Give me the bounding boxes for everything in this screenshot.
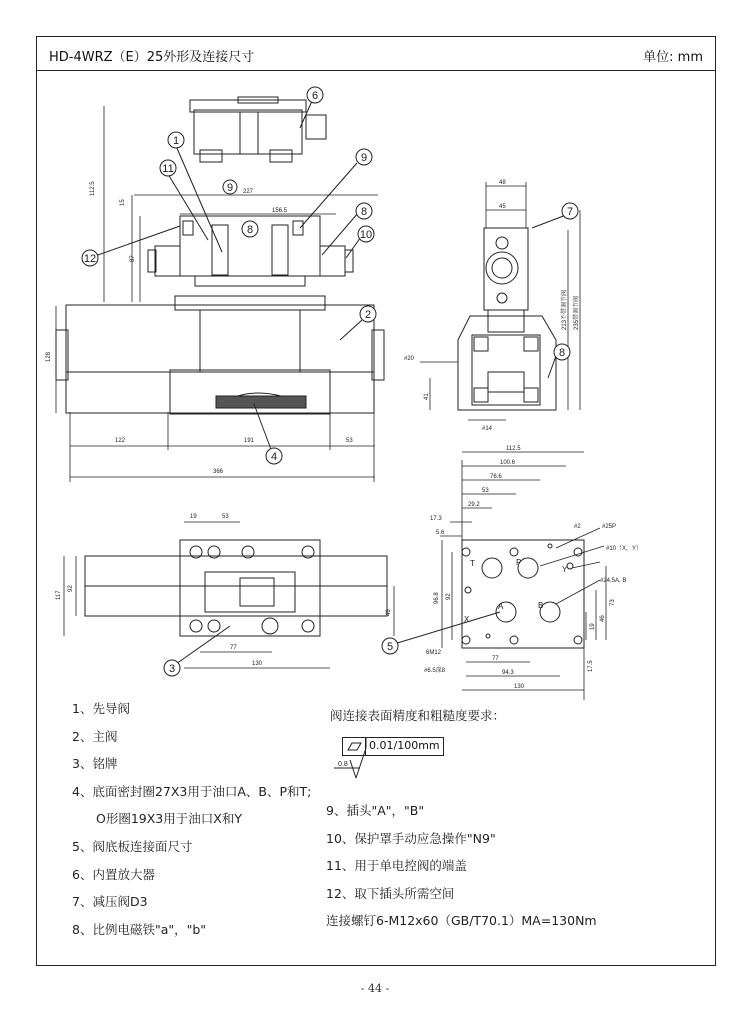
unit-label: 单位: mm — [643, 50, 703, 65]
side-dim-20: #20 — [404, 356, 415, 362]
mf-dim-24-5ab: #24.5A, B — [600, 578, 627, 584]
note-3: 3、铭牌 — [72, 756, 118, 772]
dim-366: 366 — [213, 469, 224, 475]
balloon-9a: 9 — [226, 182, 234, 194]
port-a: A — [498, 602, 504, 611]
dim-191: 191 — [244, 438, 255, 444]
mf-dim-96-8: 96.8 — [434, 592, 440, 604]
front-view — [46, 87, 384, 482]
balloon-11: 11 — [162, 163, 174, 175]
page-number: - 44 - — [360, 982, 390, 995]
surface-requirement-title: 阀连接表面精度和粗糙度要求： — [330, 708, 506, 723]
plan-dim-77: 77 — [230, 645, 237, 651]
mf-dim-17-3: 17.3 — [430, 516, 442, 522]
side-dim-235: 235带调节阀 — [574, 295, 580, 330]
mf-dim-112-5: 112.5 — [506, 446, 521, 452]
side-dim-213: 213不带调节阀 — [562, 289, 568, 330]
port-p: P — [516, 558, 522, 567]
port-x: X — [464, 615, 470, 624]
side-view — [404, 180, 580, 432]
roughness-value: 0.8 — [338, 761, 348, 768]
side-dim-41: 41 — [424, 393, 430, 400]
side-dim-48: 48 — [499, 180, 506, 186]
balloon-2: 2 — [364, 309, 372, 321]
balloon-8c: 8 — [558, 347, 566, 359]
balloon-12: 12 — [83, 253, 97, 265]
mf-dim-25p: #25P — [602, 524, 617, 530]
notes-right — [326, 797, 597, 935]
dim-112-5: 112.5 — [90, 181, 96, 196]
mf-dim-73: 73 — [610, 599, 616, 606]
mf-dim-2: #2 — [574, 524, 581, 530]
balloon-4: 4 — [270, 451, 278, 463]
flatness-icon — [343, 738, 366, 755]
balloon-7: 7 — [566, 206, 574, 218]
mf-dim-76-6: 76.6 — [490, 474, 502, 480]
mf-dim-17-5: 17.5 — [588, 660, 594, 672]
dim-122: 122 — [115, 438, 126, 444]
dim-53: 53 — [346, 438, 353, 444]
flatness-tolerance-frame — [342, 737, 444, 756]
balloon-8a: 8 — [246, 224, 254, 236]
balloon-3: 3 — [168, 663, 176, 675]
mf-dim-94-3: 94.3 — [502, 670, 514, 676]
port-b: B — [538, 601, 544, 610]
mf-dim-6-5: #6.5深8 — [424, 668, 446, 674]
dim-227: 227 — [243, 189, 254, 195]
balloon-9b: 9 — [360, 152, 368, 164]
mf-dim-92: 92 — [446, 593, 452, 600]
port-y: Y — [562, 565, 568, 574]
notes-left — [72, 695, 311, 943]
mf-dim-53: 53 — [482, 488, 489, 494]
mf-dim-6m12: 6M12 — [426, 650, 442, 656]
dim-87: 87 — [130, 255, 136, 262]
balloon-1: 1 — [172, 135, 180, 147]
note-4: 4、底面密封圈27X3用于油口A、B、P和T; — [72, 783, 312, 799]
mf-dim-77: 77 — [492, 656, 499, 662]
note-6: 6、内置放大器 — [72, 866, 155, 882]
mf-dim-100-6: 100.6 — [500, 460, 516, 466]
mf-dim-19: 19 — [590, 623, 596, 630]
main-valve-body — [56, 296, 384, 414]
plan-dim-53: 53 — [222, 514, 229, 520]
mf-dim-5-6: 5.6 — [436, 530, 445, 536]
mf-dim-10xy: #10（X，Y） — [606, 546, 643, 552]
side-dim-14: #14 — [482, 426, 493, 432]
mf-dim-46: 46 — [600, 615, 606, 622]
mounting-face-view — [382, 446, 642, 700]
screw-note: 连接螺钉6-M12x60（GB/T70.1）MA=130Nm — [326, 913, 597, 929]
note-11: 11、用于单电控阀的端盖 — [326, 858, 467, 874]
note-9: 9、插头"A"，"B" — [326, 803, 425, 818]
balloon-10: 10 — [359, 229, 373, 241]
dim-156-5: 156.5 — [272, 208, 288, 214]
mf-dim-29-2: 29.2 — [468, 502, 480, 508]
balloon-6: 6 — [311, 90, 319, 102]
note-2: 2、主阀 — [72, 728, 118, 744]
plan-view — [56, 514, 394, 676]
note-8: 8、比例电磁铁"a"，"b" — [72, 921, 207, 937]
dim-15: 15 — [120, 199, 126, 206]
note-10: 10、保护罩手动应急操作"N9" — [326, 830, 496, 846]
mf-dim-130: 130 — [514, 684, 525, 690]
dim-128: 128 — [46, 351, 52, 362]
side-dim-45: 45 — [499, 204, 506, 210]
note-1: 1、先导阀 — [72, 701, 130, 716]
plan-dim-92: 92 — [68, 585, 74, 592]
flatness-value: 0.01/100mm — [369, 739, 440, 752]
port-t: T — [470, 559, 475, 568]
note-4b: O形圈19X3用于油口X和Y — [96, 811, 242, 827]
plan-dim-46: 46 — [386, 609, 392, 616]
drawing-title: HD-4WRZ（E）25外形及连接尺寸 — [49, 50, 255, 65]
plan-dim-130: 130 — [252, 661, 263, 667]
plan-dim-117: 117 — [56, 590, 62, 600]
amplifier-housing — [190, 97, 326, 162]
balloon-8b: 8 — [360, 206, 368, 218]
note-5: 5、阀底板连接面尺寸 — [72, 838, 193, 854]
note-12: 12、取下插头所需空间 — [326, 885, 455, 901]
note-7: 7、减压阀D3 — [72, 894, 148, 910]
balloon-5: 5 — [386, 641, 394, 653]
plan-dim-19: 19 — [190, 514, 197, 520]
